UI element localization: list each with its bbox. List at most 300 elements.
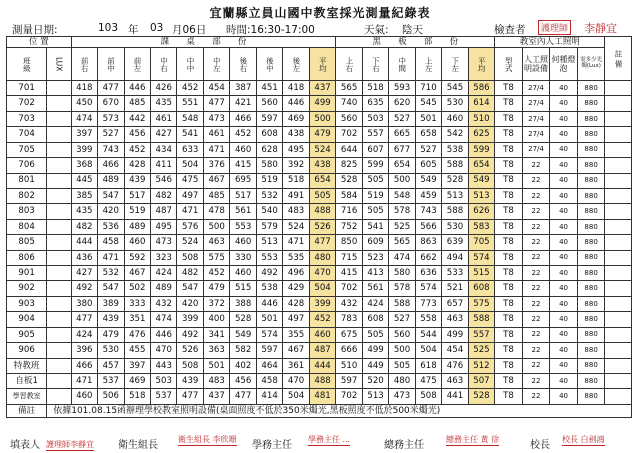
class-cell: 803 — [7, 204, 47, 219]
notes-cell — [605, 296, 632, 311]
notes-cell — [605, 96, 632, 111]
type-cell: T8 — [495, 158, 523, 173]
board-value-cell: 715 — [336, 250, 362, 265]
type-cell: T8 — [495, 204, 523, 219]
class-header: 班級 — [7, 48, 47, 81]
board-average-cell: 583 — [468, 219, 495, 234]
board-value-cell: 513 — [362, 389, 388, 405]
lux-cell — [47, 142, 71, 157]
board-value-cell: 702 — [336, 127, 362, 142]
desk-value-cell: 477 — [98, 81, 124, 96]
desk-value-cell: 427 — [71, 266, 97, 281]
lux-need-cell: 880 — [577, 343, 605, 358]
desk-value-cell: 524 — [177, 235, 203, 250]
board-value-cell: 783 — [336, 312, 362, 327]
board-value-cell: 566 — [415, 219, 441, 234]
board-value-cell: 584 — [336, 188, 362, 203]
desk-value-cell: 460 — [230, 142, 256, 157]
holder-cell: 40 — [550, 250, 578, 265]
desk-average-cell: 481 — [309, 389, 336, 405]
board-value-cell: 494 — [442, 250, 468, 265]
desk-value-cell: 397 — [71, 127, 97, 142]
desk-value-cell: 372 — [203, 296, 229, 311]
table-row — [7, 312, 632, 327]
lux-cell — [47, 281, 71, 296]
table-row — [7, 81, 632, 96]
desk-value-cell: 537 — [98, 374, 124, 389]
table-row — [7, 219, 632, 234]
type-cell: T8 — [495, 127, 523, 142]
board-value-cell: 533 — [442, 266, 468, 281]
board-average-cell: 515 — [468, 266, 495, 281]
board-value-cell: 609 — [362, 235, 388, 250]
board-value-cell: 508 — [415, 389, 441, 405]
table-row — [7, 235, 632, 250]
class-cell: 特教班 — [7, 358, 47, 373]
inspector-label: 檢查者 — [494, 24, 526, 36]
board-average-cell: 510 — [468, 111, 495, 126]
desk-value-cell: 633 — [177, 142, 203, 157]
board-value-cell: 863 — [415, 235, 441, 250]
board-value-cell: 636 — [415, 266, 441, 281]
desk-col-header: 中中 — [177, 48, 203, 81]
board-value-cell: 500 — [389, 343, 415, 358]
desk-value-cell: 526 — [177, 343, 203, 358]
notes-cell — [605, 281, 632, 296]
desk-value-cell: 429 — [283, 281, 309, 296]
desk-value-cell: 506 — [98, 389, 124, 405]
type-cell: T8 — [495, 81, 523, 96]
table-row — [7, 358, 632, 373]
equip-cell: 22 — [522, 281, 550, 296]
board-value-cell: 463 — [442, 374, 468, 389]
desk-average-cell: 477 — [309, 235, 336, 250]
board-value-cell: 441 — [442, 389, 468, 405]
position-header: 位 置 — [7, 37, 72, 48]
type-cell: T8 — [495, 389, 523, 405]
lux-cell — [47, 327, 71, 342]
desk-average-cell: 504 — [309, 281, 336, 296]
desk-value-cell: 508 — [177, 250, 203, 265]
remark-label: 備註 — [7, 405, 47, 418]
desk-value-cell: 501 — [256, 312, 282, 327]
board-average-cell: 528 — [468, 389, 495, 405]
table-row — [7, 111, 632, 126]
holder-cell: 40 — [550, 281, 578, 296]
board-value-cell: 449 — [362, 358, 388, 373]
class-cell: 901 — [7, 266, 47, 281]
desk-value-cell: 420 — [98, 204, 124, 219]
desk-value-cell: 553 — [256, 250, 282, 265]
board-value-cell: 702 — [336, 281, 362, 296]
desk-value-cell: 670 — [98, 96, 124, 111]
table-row — [7, 142, 632, 157]
board-average-cell: 705 — [468, 235, 495, 250]
equip-cell: 22 — [522, 374, 550, 389]
equip-cell: 22 — [522, 188, 550, 203]
board-value-cell: 644 — [336, 142, 362, 157]
desk-col-header: 中左 — [203, 48, 229, 81]
notes-cell — [605, 188, 632, 203]
board-average-cell: 654 — [468, 158, 495, 173]
holder-cell: 40 — [550, 343, 578, 358]
remark-text: 依據101.08.15函辦理學校教室照明設備(桌面照度不低於350米燭光,黑板照度不低於500米燭光) — [47, 405, 632, 418]
board-value-cell: 480 — [389, 374, 415, 389]
desk-value-cell: 551 — [177, 96, 203, 111]
lux-need-cell: 880 — [577, 219, 605, 234]
type-cell: T8 — [495, 111, 523, 126]
desk-value-cell: 503 — [151, 374, 177, 389]
board-value-cell: 608 — [362, 312, 388, 327]
desk-value-cell: 496 — [283, 266, 309, 281]
board-value-cell: 541 — [362, 219, 388, 234]
holder-cell: 40 — [550, 296, 578, 311]
board-value-cell: 525 — [389, 219, 415, 234]
desk-col-header: 前左 — [124, 48, 150, 81]
board-value-cell: 459 — [415, 188, 441, 203]
desk-value-cell: 473 — [203, 111, 229, 126]
desk-value-cell: 446 — [124, 81, 150, 96]
type-cell: T8 — [495, 374, 523, 389]
holder-cell: 40 — [550, 127, 578, 142]
equip-cell: 22 — [522, 343, 550, 358]
board-value-cell: 607 — [362, 142, 388, 157]
lux-cell — [47, 188, 71, 203]
board-col-header: 中間 — [389, 48, 415, 81]
desk-value-cell: 388 — [230, 296, 256, 311]
notes-cell — [605, 389, 632, 405]
desk-value-cell: 532 — [256, 188, 282, 203]
board-value-cell: 639 — [442, 235, 468, 250]
board-value-cell: 505 — [362, 204, 388, 219]
board-value-cell: 588 — [389, 296, 415, 311]
desk-value-cell: 363 — [203, 343, 229, 358]
desk-value-cell: 473 — [151, 235, 177, 250]
board-value-cell: 593 — [389, 81, 415, 96]
board-value-cell: 618 — [415, 358, 441, 373]
board-value-cell: 499 — [362, 343, 388, 358]
lux-need-cell: 880 — [577, 296, 605, 311]
board-value-cell: 558 — [415, 312, 441, 327]
table-row — [7, 204, 632, 219]
desk-col-header: 平均 — [309, 48, 336, 81]
desk-col-header: 後左 — [283, 48, 309, 81]
board-average-cell: 513 — [468, 188, 495, 203]
board-value-cell: 454 — [442, 343, 468, 358]
principal-label: 校長 — [530, 440, 550, 451]
desk-value-cell: 415 — [230, 158, 256, 173]
board-value-cell: 588 — [442, 204, 468, 219]
holder-cell: 40 — [550, 188, 578, 203]
notes-cell — [605, 204, 632, 219]
board-value-cell: 605 — [415, 158, 441, 173]
board-average-cell: 507 — [468, 374, 495, 389]
desk-value-cell: 467 — [283, 343, 309, 358]
health-stamp: 衛生組長 李欣珊 — [178, 435, 237, 444]
info-bar — [8, 20, 632, 36]
board-value-cell: 773 — [415, 296, 441, 311]
desk-value-cell: 399 — [177, 312, 203, 327]
desk-value-cell: 547 — [98, 188, 124, 203]
desk-average-cell: 505 — [309, 188, 336, 203]
desk-value-cell: 471 — [177, 204, 203, 219]
desk-value-cell: 467 — [203, 173, 229, 188]
desk-value-cell: 492 — [71, 281, 97, 296]
desk-value-cell: 483 — [203, 374, 229, 389]
principal-stamp: 校長 白劍鴻 — [562, 435, 605, 444]
desk-value-cell: 524 — [283, 219, 309, 234]
desk-value-cell: 538 — [256, 281, 282, 296]
general-stamp: 總務主任 黃 徐 — [446, 435, 500, 444]
desk-value-cell: 477 — [203, 96, 229, 111]
weather-value: 陰天 — [402, 24, 423, 36]
board-value-cell: 662 — [415, 250, 441, 265]
desk-value-cell: 575 — [203, 250, 229, 265]
board-value-cell: 530 — [442, 219, 468, 234]
desk-value-cell: 424 — [151, 266, 177, 281]
board-value-cell: 424 — [362, 296, 388, 311]
lux-need-cell: 880 — [577, 327, 605, 342]
desk-value-cell: 443 — [151, 358, 177, 373]
inspector-title: 護理師 — [541, 24, 569, 34]
filler-label: 填表人 — [10, 440, 40, 451]
lux-header: LUX — [47, 48, 71, 81]
lux-need-cell: 880 — [577, 188, 605, 203]
desk-value-cell: 546 — [151, 173, 177, 188]
desk-value-cell: 458 — [256, 374, 282, 389]
board-average-cell: 586 — [468, 81, 495, 96]
desk-value-cell: 482 — [177, 266, 203, 281]
desk-header: 課 桌 部 份 — [71, 37, 336, 48]
class-cell: 706 — [7, 158, 47, 173]
equip-cell: 22 — [522, 358, 550, 373]
board-value-cell: 560 — [389, 327, 415, 342]
desk-value-cell: 477 — [177, 389, 203, 405]
desk-average-cell: 470 — [309, 266, 336, 281]
equip-cell: 27/4 — [522, 96, 550, 111]
board-header: 黑 板 部 份 — [336, 37, 495, 48]
notes-cell — [605, 266, 632, 281]
board-value-cell: 499 — [442, 327, 468, 342]
desk-value-cell: 489 — [98, 173, 124, 188]
lux-need-cell: 880 — [577, 389, 605, 405]
desk-value-cell: 400 — [203, 312, 229, 327]
desk-value-cell: 376 — [203, 158, 229, 173]
board-value-cell: 544 — [415, 327, 441, 342]
desk-value-cell: 435 — [151, 96, 177, 111]
desk-value-cell: 460 — [230, 266, 256, 281]
desk-average-cell: 399 — [309, 296, 336, 311]
table-row — [7, 127, 632, 142]
board-value-cell: 620 — [389, 96, 415, 111]
table-row — [7, 343, 632, 358]
desk-value-cell: 428 — [124, 158, 150, 173]
desk-value-cell: 460 — [71, 389, 97, 405]
type-cell: T8 — [495, 281, 523, 296]
desk-value-cell: 456 — [230, 374, 256, 389]
board-value-cell: 574 — [415, 281, 441, 296]
desk-value-cell: 455 — [124, 343, 150, 358]
desk-value-cell: 477 — [230, 389, 256, 405]
lux-need-header: 需多少光燭(Lux) — [577, 48, 605, 81]
desk-value-cell: 487 — [151, 204, 177, 219]
board-value-cell: 710 — [415, 81, 441, 96]
board-value-cell: 752 — [336, 219, 362, 234]
inspector-name: 李靜宜 — [584, 22, 617, 35]
desk-average-cell: 480 — [309, 250, 336, 265]
desk-value-cell: 437 — [203, 389, 229, 405]
lux-need-cell: 880 — [577, 374, 605, 389]
desk-value-cell: 418 — [71, 81, 97, 96]
board-value-cell: 740 — [336, 96, 362, 111]
desk-value-cell: 428 — [283, 296, 309, 311]
board-value-cell: 415 — [336, 266, 362, 281]
board-value-cell: 527 — [389, 312, 415, 327]
desk-value-cell: 574 — [256, 327, 282, 342]
desk-value-cell: 504 — [177, 158, 203, 173]
table-row — [7, 266, 632, 281]
desk-value-cell: 560 — [256, 96, 282, 111]
desk-value-cell: 475 — [177, 173, 203, 188]
desk-value-cell: 368 — [71, 158, 97, 173]
desk-value-cell: 549 — [230, 327, 256, 342]
desk-value-cell: 592 — [124, 250, 150, 265]
desk-value-cell: 519 — [256, 173, 282, 188]
desk-col-header: 後右 — [230, 48, 256, 81]
desk-value-cell: 492 — [177, 327, 203, 342]
board-value-cell: 557 — [362, 127, 388, 142]
board-value-cell: 599 — [362, 158, 388, 173]
desk-value-cell: 497 — [177, 188, 203, 203]
desk-value-cell: 452 — [203, 266, 229, 281]
notes-cell — [605, 127, 632, 142]
classroom-header: 教室內人工照明 — [495, 37, 605, 48]
type-cell: T8 — [495, 96, 523, 111]
lux-cell — [47, 389, 71, 405]
desk-value-cell: 396 — [71, 343, 97, 358]
lux-need-cell: 880 — [577, 142, 605, 157]
desk-value-cell: 450 — [71, 96, 97, 111]
board-value-cell: 518 — [362, 81, 388, 96]
equip-cell: 22 — [522, 219, 550, 234]
equip-cell: 22 — [522, 250, 550, 265]
desk-value-cell: 485 — [124, 96, 150, 111]
lux-cell — [47, 204, 71, 219]
class-cell: 806 — [7, 250, 47, 265]
desk-value-cell: 489 — [124, 219, 150, 234]
affairs-label: 學務主任 — [252, 440, 292, 451]
board-value-cell: 597 — [336, 374, 362, 389]
class-cell: 704 — [7, 127, 47, 142]
desk-value-cell: 452 — [124, 142, 150, 157]
desk-col-header: 前右 — [71, 48, 97, 81]
board-value-cell: 510 — [336, 358, 362, 373]
desk-value-cell: 580 — [256, 158, 282, 173]
desk-value-cell: 482 — [71, 219, 97, 234]
desk-average-cell: 437 — [309, 81, 336, 96]
desk-value-cell: 530 — [98, 343, 124, 358]
board-value-cell: 530 — [442, 96, 468, 111]
equip-cell: 22 — [522, 158, 550, 173]
desk-value-cell: 474 — [71, 111, 97, 126]
desk-value-cell: 439 — [124, 173, 150, 188]
affairs-stamp: 學務主任 ... — [308, 435, 351, 444]
desk-value-cell: 442 — [124, 111, 150, 126]
desk-value-cell: 445 — [71, 173, 97, 188]
board-value-cell: 657 — [442, 296, 468, 311]
board-average-cell: 599 — [468, 142, 495, 157]
desk-value-cell: 361 — [283, 358, 309, 373]
board-value-cell: 580 — [389, 266, 415, 281]
page-title: 宜蘭縣立員山國中教室採光測量紀錄表 — [209, 6, 431, 20]
equip-cell: 27/4 — [522, 81, 550, 96]
board-value-cell: 677 — [389, 142, 415, 157]
desk-value-cell: 518 — [124, 389, 150, 405]
desk-value-cell: 471 — [98, 250, 124, 265]
notes-cell — [605, 343, 632, 358]
desk-value-cell: 414 — [256, 389, 282, 405]
lux-cell — [47, 235, 71, 250]
desk-value-cell: 323 — [151, 250, 177, 265]
desk-value-cell: 469 — [124, 374, 150, 389]
desk-value-cell: 540 — [256, 204, 282, 219]
desk-value-cell: 537 — [151, 389, 177, 405]
board-value-cell: 702 — [336, 389, 362, 405]
table-row — [7, 327, 632, 342]
desk-value-cell: 397 — [124, 358, 150, 373]
board-value-cell: 665 — [389, 127, 415, 142]
lux-cell — [47, 296, 71, 311]
holder-cell: 40 — [550, 327, 578, 342]
desk-value-cell: 573 — [98, 111, 124, 126]
lux-cell — [47, 81, 71, 96]
desk-value-cell: 695 — [230, 173, 256, 188]
board-value-cell: 475 — [415, 374, 441, 389]
desk-value-cell: 426 — [151, 81, 177, 96]
board-value-cell: 520 — [362, 374, 388, 389]
desk-value-cell: 477 — [71, 312, 97, 327]
board-value-cell: 501 — [415, 111, 441, 126]
desk-average-cell: 487 — [309, 343, 336, 358]
table-row — [7, 296, 632, 311]
desk-value-cell: 387 — [230, 81, 256, 96]
board-value-cell: 527 — [415, 142, 441, 157]
holder-cell: 40 — [550, 142, 578, 157]
desk-value-cell: 399 — [71, 142, 97, 157]
desk-value-cell: 608 — [256, 127, 282, 142]
notes-cell — [605, 250, 632, 265]
desk-value-cell: 497 — [283, 312, 309, 327]
table-row — [7, 158, 632, 173]
lux-cell — [47, 127, 71, 142]
desk-value-cell: 389 — [98, 296, 124, 311]
class-cell: 904 — [7, 312, 47, 327]
equip-cell: 27/4 — [522, 142, 550, 157]
year-value: 103 — [98, 22, 119, 34]
type-cell: T8 — [495, 173, 523, 188]
holder-cell: 40 — [550, 158, 578, 173]
desk-value-cell: 517 — [124, 188, 150, 203]
board-value-cell: 527 — [389, 111, 415, 126]
desk-average-cell: 500 — [309, 111, 336, 126]
board-value-cell: 474 — [389, 250, 415, 265]
desk-value-cell: 519 — [124, 204, 150, 219]
desk-value-cell: 502 — [124, 281, 150, 296]
equip-cell: 22 — [522, 296, 550, 311]
desk-value-cell: 553 — [230, 219, 256, 234]
lux-cell — [47, 312, 71, 327]
desk-value-cell: 527 — [98, 127, 124, 142]
